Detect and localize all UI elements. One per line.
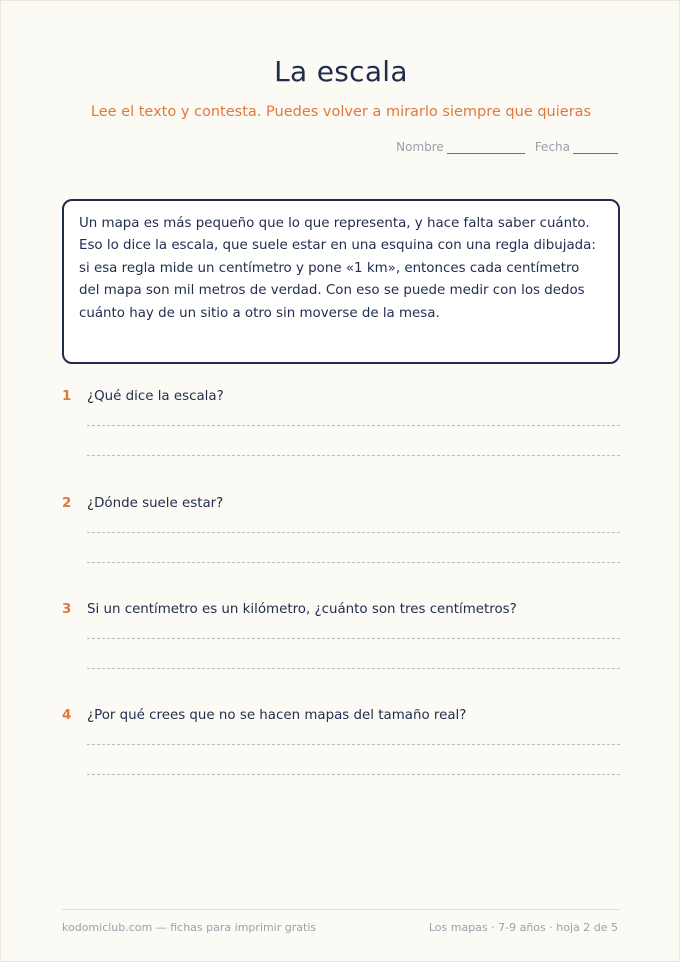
name-blank[interactable] xyxy=(447,141,525,154)
name-label: Nombre xyxy=(396,140,444,154)
answer-line[interactable] xyxy=(87,638,620,639)
answer-line[interactable] xyxy=(87,744,620,745)
footer-divider xyxy=(62,909,620,910)
answer-line[interactable] xyxy=(87,425,620,426)
page-subtitle: Lee el texto y contesta. Puedes volver a mirarlo siempre que quieras xyxy=(90,104,592,120)
question-text: ¿Por qué crees que no se hacen mapas del tamaño real? xyxy=(87,708,467,723)
question-text: Si un centímetro es un kilómetro, ¿cuánto son tres centímetros? xyxy=(87,602,517,617)
answer-line[interactable] xyxy=(87,668,620,669)
date-blank[interactable] xyxy=(573,141,618,154)
page-title: La escala xyxy=(274,55,408,88)
answer-line[interactable] xyxy=(87,455,620,456)
reading-passage-box xyxy=(62,199,620,364)
answer-line[interactable] xyxy=(87,774,620,775)
name-date-fields xyxy=(396,140,618,154)
question-4 xyxy=(62,708,620,775)
question-text: ¿Dónde suele estar? xyxy=(87,496,224,511)
question-text: ¿Qué dice la escala? xyxy=(87,389,224,404)
answer-line[interactable] xyxy=(87,562,620,563)
question-3 xyxy=(62,602,620,669)
question-number: 2 xyxy=(62,496,72,511)
question-1 xyxy=(62,389,620,456)
question-2 xyxy=(62,496,620,563)
question-number: 3 xyxy=(62,602,72,617)
reading-passage-text: Un mapa es más pequeño que lo que representa, y hace falta saber cuánto. Eso lo dice la escala, que suele estar en una esquina con una regla dibujada: si esa regla mide un centímetro y pone «1 km», entonces cada centímetro del mapa son mil metros de verdad. Con eso se puede medir con los dedos cuánto hay de un sitio a otro sin moverse de la mesa. xyxy=(79,216,596,321)
footer-site-credit: kodomiclub.com — fichas para imprimir gratis xyxy=(62,921,317,934)
date-label: Fecha xyxy=(534,140,570,154)
question-number: 1 xyxy=(62,389,72,404)
question-number: 4 xyxy=(62,708,72,723)
footer-page-info: Los mapas · 7-9 años · hoja 2 de 5 xyxy=(428,921,618,934)
answer-line[interactable] xyxy=(87,532,620,533)
